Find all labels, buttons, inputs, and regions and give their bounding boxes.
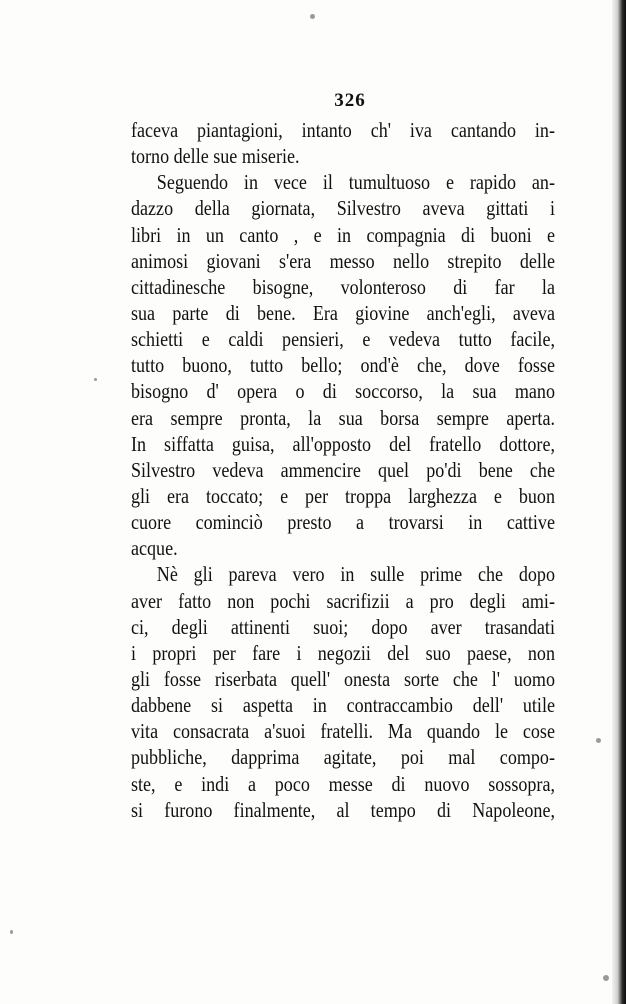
paper-speck (310, 14, 315, 19)
paper-speck (94, 378, 97, 381)
text-line: Seguendo in vece il tumultuoso e rapido an- (156, 170, 555, 195)
text-line: bisogno d' opera o di soccorso, la sua mano (131, 379, 555, 404)
text-line: Silvestro vedeva ammencire quel po'di bene che (131, 457, 555, 482)
text-line: era sempre pronta, la sua borsa sempre aperta. (131, 405, 555, 430)
text-line: torno delle sue miserie. (131, 144, 300, 169)
text-line: aver fatto non pochi sacrifizii a pro degli ami- (131, 588, 555, 613)
paper-speck (10, 930, 13, 934)
text-line: tutto buono, tutto bello; ond'è che, dove fosse (131, 353, 555, 378)
text-line: Nè gli pareva vero in sulle prime che dopo (156, 562, 555, 587)
text-line: vita consacrata a'suoi fratelli. Ma quando le cose (131, 719, 555, 744)
text-line: dabbene si aspetta in contraccambio dell' utile (131, 693, 555, 718)
text-line: animosi giovani s'era messo nello strepito delle (131, 248, 555, 273)
page-edge-shadow (612, 0, 626, 1004)
text-line: schietti e caldi pensieri, e vedeva tutto facile, (131, 327, 555, 352)
body-text (131, 117, 555, 823)
text-line: sua parte di bene. Era giovine anch'egli, aveva (131, 300, 555, 325)
text-line: si furono finalmente, al tempo di Napoleone, (131, 797, 555, 822)
paper-speck (603, 975, 609, 981)
text-line: ste, e indi a poco messe di nuovo sossopra, (131, 771, 555, 796)
page-number: 326 (334, 90, 366, 111)
text-line: ci, degli attinenti suoi; dopo aver trasandati (131, 614, 555, 639)
text-line: libri in un canto , e in compagnia di buoni e (131, 222, 555, 247)
paper-speck (596, 738, 601, 743)
text-line: dazzo della giornata, Silvestro aveva gittati i (131, 196, 555, 221)
text-line: faceva piantagioni, intanto ch' iva cantando in- (131, 118, 555, 142)
text-line: cittadinesche bisogne, volonteroso di far la (131, 274, 555, 299)
text-line: pubbliche, dapprima agitate, poi mal compo- (131, 745, 555, 770)
text-line: In siffatta guisa, all'opposto del fratello dottore, (131, 431, 555, 456)
text-line: gli era toccato; e per troppa larghezza e buon (131, 483, 555, 508)
text-line: acque. (131, 536, 178, 561)
text-line: cuore cominciò presto a trovarsi in cattive (131, 510, 555, 535)
text-line: gli fosse riserbata quell' onesta sorte che l' uomo (131, 666, 555, 691)
text-line: i propri per fare i negozii del suo paese, non (131, 640, 555, 665)
